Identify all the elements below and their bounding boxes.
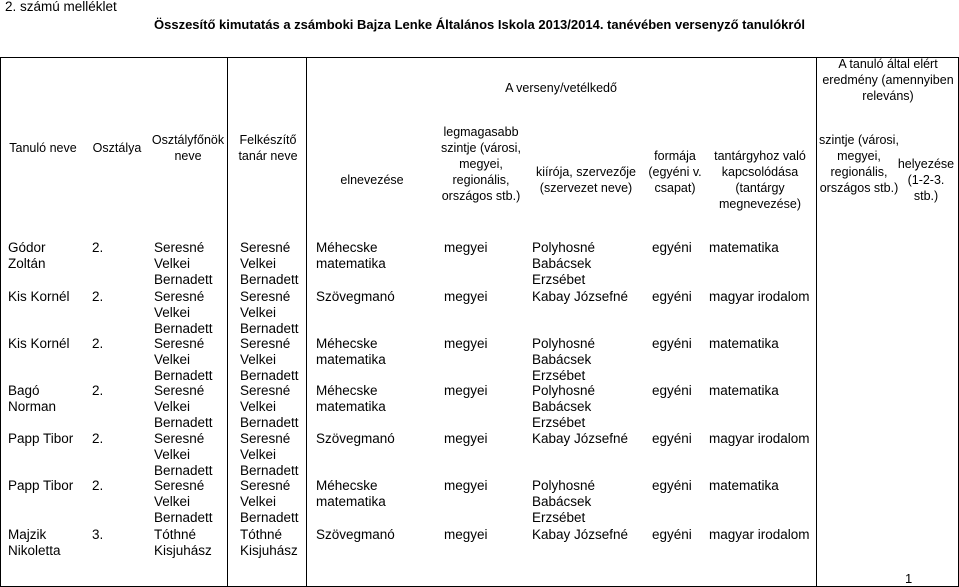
cell-felkeszito: Tóthné Kisjuhász: [240, 527, 298, 558]
cell-osztalyfonok: Tóthné Kisjuhász: [154, 527, 212, 558]
cell-osztaly: 3.: [92, 527, 104, 542]
cell-szint: megyei: [444, 431, 488, 446]
cell-tanulo: Kis Kornél: [8, 289, 70, 304]
cell-elnevezes: Szövegmanó: [316, 431, 395, 446]
cell-szint: megyei: [444, 240, 488, 255]
cell-forma: egyéni: [652, 240, 692, 255]
cell-kiiro: Kabay Józsefné: [532, 527, 629, 542]
header-tanulo-neve: Tanuló neve: [9, 141, 77, 155]
cell-kiiro: Kabay Józsefné: [532, 289, 629, 304]
cell-tantargy: magyar irodalom: [709, 431, 810, 446]
cell-forma: egyéni: [652, 478, 692, 493]
cell-tantargy: magyar irodalom: [709, 527, 810, 542]
cell-osztalyfonok: Seresné Velkei Bernadett: [154, 336, 213, 383]
cell-osztaly: 2.: [92, 478, 104, 493]
cell-osztalyfonok: Seresné Velkei Bernadett: [154, 431, 213, 478]
cell-felkeszito: Seresné Velkei Bernadett: [240, 478, 299, 525]
cell-forma: egyéni: [652, 289, 692, 304]
cell-elnevezes: Méhecske matematika: [316, 478, 386, 509]
header-osztalya: Osztálya: [92, 141, 142, 155]
cell-tantargy: matematika: [709, 336, 779, 351]
header-verseny-group: A verseny/vetélkedő: [505, 81, 617, 95]
cell-tantargy: magyar irodalom: [709, 289, 810, 304]
cell-felkeszito: Seresné Velkei Bernadett: [240, 431, 299, 478]
cell-osztaly: 2.: [92, 240, 104, 255]
header-legmagasabb-szintje: legmagasabb szintje (városi, megyei, regionális, országos stb.): [441, 125, 521, 203]
cell-osztaly: 2.: [92, 289, 104, 304]
cell-elnevezes: Méhecske matematika: [316, 240, 386, 271]
cell-felkeszito: Seresné Velkei Bernadett: [240, 240, 299, 287]
cell-forma: egyéni: [652, 383, 692, 398]
cell-elnevezes: Méhecske matematika: [316, 383, 386, 414]
cell-tanulo: Papp Tibor: [8, 431, 74, 446]
cell-kiiro: Polyhosné Babácsek Erzsébet: [532, 478, 596, 525]
cell-tanulo: Gódor Zoltán: [8, 240, 46, 271]
cell-szint: megyei: [444, 336, 488, 351]
cell-elnevezes: Szövegmanó: [316, 527, 395, 542]
cell-osztaly: 2.: [92, 431, 104, 446]
cell-felkeszito: Seresné Velkei Bernadett: [240, 336, 299, 383]
cell-elnevezes: Szövegmanó: [316, 289, 395, 304]
cell-tanulo: Majzik Nikoletta: [8, 527, 61, 558]
header-kiiroja: kiírója, szervezője (szervezet neve): [535, 165, 637, 195]
header-osztalyfonok: Osztályfőnök neve: [151, 133, 225, 163]
cell-osztaly: 2.: [92, 336, 104, 351]
header-elnevezese: elnevezése: [340, 173, 404, 187]
header-tantargy: tantárgyhoz való kapcsolódása (tantárgy megnevezése): [714, 149, 806, 211]
header-formaja: formája (egyéni v. csapat): [648, 149, 702, 195]
page-title: Összesítő kimutatás a zsámboki Bajza Lenke Általános Iskola 2013/2014. tanévében versenyző tanulókról: [154, 17, 805, 32]
header-felkeszito: Felkészítő tanár neve: [238, 133, 298, 163]
cell-elnevezes: Méhecske matematika: [316, 336, 386, 367]
header-eredmeny-group: A tanuló által elért eredmény (amennyiben releváns): [822, 57, 954, 103]
cell-osztalyfonok: Seresné Velkei Bernadett: [154, 289, 213, 336]
cell-tantargy: matematika: [709, 383, 779, 398]
header-eredmeny-szintje: szintje (városi, megyei, regionális, országos stb.): [819, 133, 899, 195]
cell-felkeszito: Seresné Velkei Bernadett: [240, 383, 299, 430]
cell-szint: megyei: [444, 527, 488, 542]
cell-forma: egyéni: [652, 336, 692, 351]
cell-tanulo: Kis Kornél: [8, 336, 70, 351]
cell-tantargy: matematika: [709, 240, 779, 255]
cell-kiiro: Polyhosné Babácsek Erzsébet: [532, 336, 596, 383]
cell-szint: megyei: [444, 383, 488, 398]
cell-kiiro: Kabay Józsefné: [532, 431, 629, 446]
cell-tanulo: Papp Tibor: [8, 478, 74, 493]
cell-szint: megyei: [444, 289, 488, 304]
cell-kiiro: Polyhosné Babácsek Erzsébet: [532, 240, 596, 287]
cell-osztaly: 2.: [92, 383, 104, 398]
header-helyezese: helyezése (1-2-3. stb.): [897, 157, 955, 203]
cell-forma: egyéni: [652, 431, 692, 446]
cell-felkeszito: Seresné Velkei Bernadett: [240, 289, 299, 336]
cell-tantargy: matematika: [709, 478, 779, 493]
cell-osztalyfonok: Seresné Velkei Bernadett: [154, 478, 213, 525]
cell-tanulo: Bagó Norman: [8, 383, 57, 414]
cell-forma: egyéni: [652, 527, 692, 542]
cell-kiiro: Polyhosné Babácsek Erzsébet: [532, 383, 596, 430]
cell-szint: megyei: [444, 478, 488, 493]
page-number: 1: [905, 571, 913, 586]
cell-osztalyfonok: Seresné Velkei Bernadett: [154, 383, 213, 430]
cell-osztalyfonok: Seresné Velkei Bernadett: [154, 240, 213, 287]
page-label: 2. számú melléklet: [5, 0, 117, 14]
